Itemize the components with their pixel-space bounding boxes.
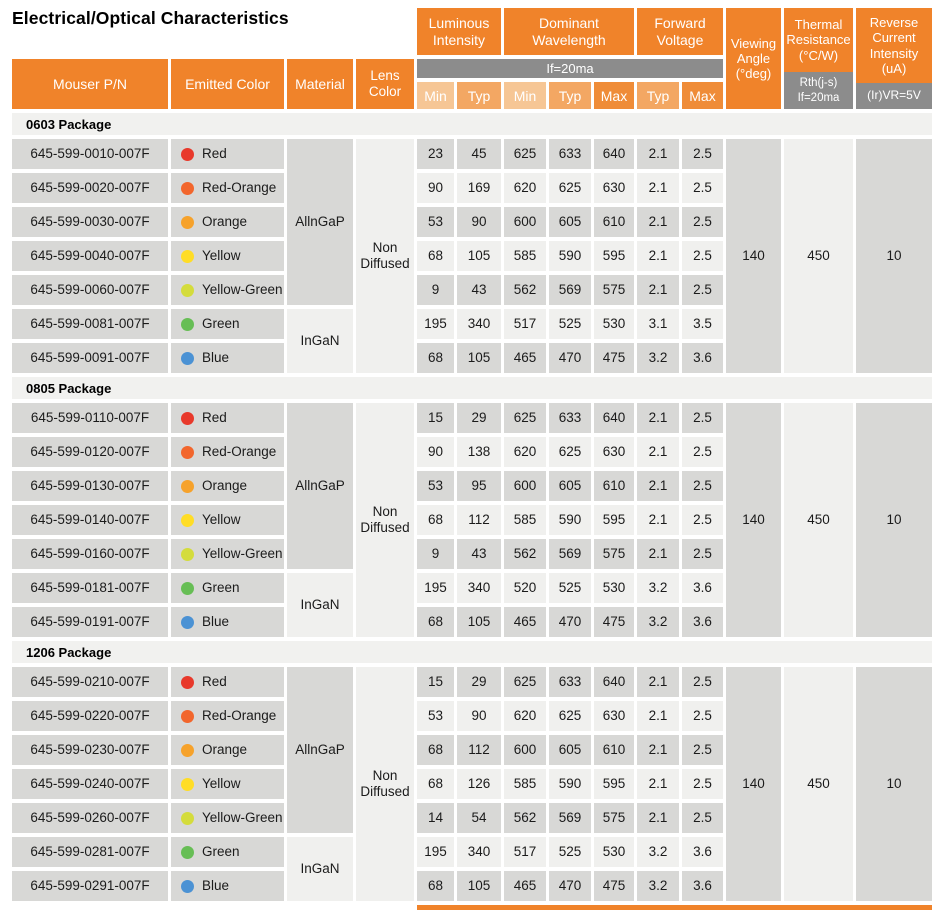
color-label: Yellow-Green xyxy=(202,281,283,297)
value-cell: 3.2 xyxy=(637,871,679,901)
color-label: Red-Orange xyxy=(202,707,277,723)
value-cell: 470 xyxy=(549,871,591,901)
material-cell: InGaN xyxy=(287,309,353,373)
emitted-color-cell xyxy=(171,207,284,237)
value-cell: 633 xyxy=(549,403,591,433)
value-cell: 2.1 xyxy=(637,701,679,731)
emitted-color-cell xyxy=(171,309,284,339)
value-cell: 2.1 xyxy=(637,471,679,501)
value-cell: 2.5 xyxy=(682,539,723,569)
value-cell: 53 xyxy=(417,471,454,501)
col-header-mouser-pn: Mouser P/N xyxy=(12,59,168,109)
emitted-color-cell xyxy=(171,471,284,501)
value-cell: 29 xyxy=(457,667,501,697)
emitted-color-cell xyxy=(171,343,284,373)
emitted-color-cell xyxy=(171,769,284,799)
value-cell: 90 xyxy=(457,207,501,237)
value-cell: 640 xyxy=(594,403,634,433)
part-number-cell: 645-599-0091-007F xyxy=(12,343,168,373)
value-cell: 29 xyxy=(457,403,501,433)
color-dot xyxy=(181,480,194,493)
condition-bar-if20ma: If=20ma xyxy=(417,59,723,78)
emitted-color-cell xyxy=(171,573,284,603)
value-cell: 68 xyxy=(417,769,454,799)
value-cell: 610 xyxy=(594,471,634,501)
value-cell: 525 xyxy=(549,309,591,339)
emitted-color-cell xyxy=(171,735,284,765)
lens-color-cell: Non Diffused xyxy=(356,667,414,901)
value-cell: 14 xyxy=(417,803,454,833)
value-cell: 15 xyxy=(417,667,454,697)
part-number-cell: 645-599-0160-007F xyxy=(12,539,168,569)
part-number-cell: 645-599-0110-007F xyxy=(12,403,168,433)
color-label: Red-Orange xyxy=(202,443,277,459)
value-cell: 2.5 xyxy=(682,701,723,731)
part-number-cell: 645-599-0291-007F xyxy=(12,871,168,901)
lens-color-cell: Non Diffused xyxy=(356,403,414,637)
value-cell: 562 xyxy=(504,803,546,833)
value-cell: 2.1 xyxy=(637,437,679,467)
value-cell: 2.1 xyxy=(637,207,679,237)
color-label: Yellow xyxy=(202,511,241,527)
value-cell: 53 xyxy=(417,207,454,237)
value-cell: 90 xyxy=(417,437,454,467)
color-label: Blue xyxy=(202,349,230,365)
value-cell: 169 xyxy=(457,173,501,203)
value-cell: 9 xyxy=(417,275,454,305)
part-number-cell: 645-599-0220-007F xyxy=(12,701,168,731)
color-dot xyxy=(181,182,194,195)
color-dot xyxy=(181,846,194,859)
value-cell: 2.1 xyxy=(637,803,679,833)
value-cell: 2.5 xyxy=(682,403,723,433)
value-cell: 530 xyxy=(594,573,634,603)
subcol-header-dw-typ: Typ xyxy=(549,82,591,109)
color-dot xyxy=(181,514,194,527)
value-cell: 575 xyxy=(594,803,634,833)
value-cell: 105 xyxy=(457,871,501,901)
color-label: Yellow-Green xyxy=(202,545,283,561)
value-cell: 68 xyxy=(417,505,454,535)
col-group-luminous-intensity: Luminous Intensity xyxy=(417,8,501,55)
value-cell: 2.1 xyxy=(637,539,679,569)
reverse-current-value: 10 xyxy=(856,403,932,637)
value-cell: 2.5 xyxy=(682,471,723,501)
value-cell: 620 xyxy=(504,437,546,467)
value-cell: 633 xyxy=(549,139,591,169)
material-cell: AllnGaP xyxy=(287,139,353,305)
color-dot xyxy=(181,582,194,595)
value-cell: 562 xyxy=(504,275,546,305)
col-header-material: Material xyxy=(287,59,353,109)
value-cell: 630 xyxy=(594,437,634,467)
color-dot xyxy=(181,284,194,297)
value-cell: 625 xyxy=(504,139,546,169)
value-cell: 3.6 xyxy=(682,837,723,867)
value-cell: 138 xyxy=(457,437,501,467)
value-cell: 3.1 xyxy=(637,309,679,339)
value-cell: 90 xyxy=(457,701,501,731)
part-number-cell: 645-599-0130-007F xyxy=(12,471,168,501)
emitted-color-cell xyxy=(171,241,284,271)
color-dot xyxy=(181,880,194,893)
color-label: Green xyxy=(202,843,240,859)
value-cell: 590 xyxy=(549,241,591,271)
color-dot xyxy=(181,216,194,229)
color-dot xyxy=(181,412,194,425)
value-cell: 600 xyxy=(504,471,546,501)
value-cell: 610 xyxy=(594,207,634,237)
value-cell: 585 xyxy=(504,241,546,271)
viewing-angle-value: 140 xyxy=(726,667,781,901)
value-cell: 15 xyxy=(417,403,454,433)
emitted-color-cell xyxy=(171,701,284,731)
part-number-cell: 645-599-0081-007F xyxy=(12,309,168,339)
value-cell: 595 xyxy=(594,769,634,799)
emitted-color-cell xyxy=(171,871,284,901)
col-header-viewing-angle: Viewing Angle (°deg) xyxy=(726,8,781,109)
emitted-color-cell xyxy=(171,803,284,833)
value-cell: 45 xyxy=(457,139,501,169)
value-cell: 2.5 xyxy=(682,667,723,697)
value-cell: 585 xyxy=(504,505,546,535)
value-cell: 2.5 xyxy=(682,275,723,305)
value-cell: 3.6 xyxy=(682,607,723,637)
material-cell: AllnGaP xyxy=(287,403,353,569)
col-header-reverse-current xyxy=(856,8,932,109)
part-number-cell: 645-599-0040-007F xyxy=(12,241,168,271)
color-dot xyxy=(181,710,194,723)
part-number-cell: 645-599-0260-007F xyxy=(12,803,168,833)
value-cell: 575 xyxy=(594,275,634,305)
color-label: Red xyxy=(202,145,227,161)
part-number-cell: 645-599-0140-007F xyxy=(12,505,168,535)
value-cell: 2.1 xyxy=(637,241,679,271)
color-label: Orange xyxy=(202,741,248,757)
value-cell: 625 xyxy=(549,701,591,731)
value-cell: 68 xyxy=(417,735,454,765)
value-cell: 68 xyxy=(417,343,454,373)
emitted-color-cell xyxy=(171,173,284,203)
value-cell: 569 xyxy=(549,539,591,569)
value-cell: 3.5 xyxy=(682,309,723,339)
viewing-angle-value: 140 xyxy=(726,139,781,373)
value-cell: 3.6 xyxy=(682,343,723,373)
value-cell: 112 xyxy=(457,735,501,765)
reverse-current-value: 10 xyxy=(856,139,932,373)
part-number-cell: 645-599-0191-007F xyxy=(12,607,168,637)
thermal-resistance-value: 450 xyxy=(784,403,853,637)
value-cell: 2.1 xyxy=(637,505,679,535)
value-cell: 90 xyxy=(417,173,454,203)
color-dot xyxy=(181,778,194,791)
color-dot xyxy=(181,616,194,629)
value-cell: 2.5 xyxy=(682,173,723,203)
viewing-angle-value: 140 xyxy=(726,403,781,637)
value-cell: 3.2 xyxy=(637,573,679,603)
value-cell: 517 xyxy=(504,837,546,867)
emitted-color-cell xyxy=(171,139,284,169)
value-cell: 3.2 xyxy=(637,607,679,637)
emitted-color-cell xyxy=(171,437,284,467)
color-dot xyxy=(181,548,194,561)
color-dot xyxy=(181,250,194,263)
part-number-cell: 645-599-0181-007F xyxy=(12,573,168,603)
value-cell: 600 xyxy=(504,735,546,765)
value-cell: 2.5 xyxy=(682,207,723,237)
spec-table xyxy=(12,8,932,910)
col-group-dominant-wavelength: Dominant Wavelength xyxy=(504,8,634,55)
value-cell: 465 xyxy=(504,607,546,637)
value-cell: 530 xyxy=(594,837,634,867)
package-band: 0603 Package xyxy=(12,113,932,135)
color-label: Blue xyxy=(202,613,230,629)
value-cell: 520 xyxy=(504,573,546,603)
thermal-resistance-label: Thermal Resistance (°C/W) xyxy=(784,8,853,72)
color-dot xyxy=(181,148,194,161)
material-cell: AllnGaP xyxy=(287,667,353,833)
value-cell: 625 xyxy=(504,403,546,433)
color-label: Red xyxy=(202,409,227,425)
value-cell: 620 xyxy=(504,173,546,203)
value-cell: 105 xyxy=(457,241,501,271)
value-cell: 569 xyxy=(549,803,591,833)
value-cell: 595 xyxy=(594,241,634,271)
color-label: Red xyxy=(202,673,227,689)
emitted-color-cell xyxy=(171,607,284,637)
value-cell: 562 xyxy=(504,539,546,569)
value-cell: 465 xyxy=(504,871,546,901)
subcol-header-fv-typ: Typ xyxy=(637,82,679,109)
subcol-header-dw-max: Max xyxy=(594,82,634,109)
value-cell: 340 xyxy=(457,573,501,603)
value-cell: 2.1 xyxy=(637,139,679,169)
value-cell: 23 xyxy=(417,139,454,169)
value-cell: 620 xyxy=(504,701,546,731)
value-cell: 2.5 xyxy=(682,769,723,799)
value-cell: 105 xyxy=(457,607,501,637)
value-cell: 2.1 xyxy=(637,275,679,305)
color-dot xyxy=(181,352,194,365)
value-cell: 470 xyxy=(549,343,591,373)
value-cell: 68 xyxy=(417,241,454,271)
material-cell: InGaN xyxy=(287,573,353,637)
value-cell: 525 xyxy=(549,573,591,603)
page-title: Electrical/Optical Characteristics xyxy=(12,8,289,28)
value-cell: 470 xyxy=(549,607,591,637)
part-number-cell: 645-599-0030-007F xyxy=(12,207,168,237)
subcol-header-li-typ: Typ xyxy=(457,82,501,109)
value-cell: 43 xyxy=(457,539,501,569)
part-number-cell: 645-599-0020-007F xyxy=(12,173,168,203)
value-cell: 575 xyxy=(594,539,634,569)
part-number-cell: 645-599-0210-007F xyxy=(12,667,168,697)
color-dot xyxy=(181,812,194,825)
color-label: Yellow xyxy=(202,775,241,791)
value-cell: 2.5 xyxy=(682,803,723,833)
value-cell: 2.1 xyxy=(637,769,679,799)
value-cell: 530 xyxy=(594,309,634,339)
thermal-resistance-value: 450 xyxy=(784,139,853,373)
value-cell: 2.1 xyxy=(637,667,679,697)
value-cell: 2.1 xyxy=(637,173,679,203)
part-number-cell: 645-599-0060-007F xyxy=(12,275,168,305)
value-cell: 525 xyxy=(549,837,591,867)
value-cell: 195 xyxy=(417,573,454,603)
emitted-color-cell xyxy=(171,275,284,305)
value-cell: 475 xyxy=(594,607,634,637)
value-cell: 590 xyxy=(549,769,591,799)
value-cell: 475 xyxy=(594,871,634,901)
subcol-header-li-min: Min xyxy=(417,82,454,109)
value-cell: 2.5 xyxy=(682,735,723,765)
value-cell: 126 xyxy=(457,769,501,799)
value-cell: 2.1 xyxy=(637,735,679,765)
reverse-current-value: 10 xyxy=(856,667,932,901)
value-cell: 465 xyxy=(504,343,546,373)
color-label: Red-Orange xyxy=(202,179,277,195)
color-label: Green xyxy=(202,579,240,595)
color-label: Yellow xyxy=(202,247,241,263)
value-cell: 3.2 xyxy=(637,837,679,867)
value-cell: 340 xyxy=(457,309,501,339)
value-cell: 595 xyxy=(594,505,634,535)
part-number-cell: 645-599-0281-007F xyxy=(12,837,168,867)
value-cell: 54 xyxy=(457,803,501,833)
lens-color-cell: Non Diffused xyxy=(356,139,414,373)
value-cell: 633 xyxy=(549,667,591,697)
reverse-current-label: Reverse Current Intensity (uA) xyxy=(856,8,932,83)
material-cell: InGaN xyxy=(287,837,353,901)
value-cell: 517 xyxy=(504,309,546,339)
value-cell: 340 xyxy=(457,837,501,867)
value-cell: 195 xyxy=(417,837,454,867)
value-cell: 640 xyxy=(594,667,634,697)
part-number-cell: 645-599-0010-007F xyxy=(12,139,168,169)
value-cell: 625 xyxy=(549,437,591,467)
col-group-forward-voltage: Forward Voltage xyxy=(637,8,723,55)
subcol-header-dw-min: Min xyxy=(504,82,546,109)
package-band: 1206 Package xyxy=(12,641,932,663)
value-cell: 605 xyxy=(549,735,591,765)
value-cell: 95 xyxy=(457,471,501,501)
color-label: Green xyxy=(202,315,240,331)
col-header-lens-color: Lens Color xyxy=(356,59,414,109)
emitted-color-cell xyxy=(171,667,284,697)
value-cell: 475 xyxy=(594,343,634,373)
color-label: Yellow-Green xyxy=(202,809,283,825)
value-cell: 3.6 xyxy=(682,573,723,603)
value-cell: 3.6 xyxy=(682,871,723,901)
value-cell: 68 xyxy=(417,871,454,901)
value-cell: 569 xyxy=(549,275,591,305)
value-cell: 112 xyxy=(457,505,501,535)
color-dot xyxy=(181,318,194,331)
color-label: Blue xyxy=(202,877,230,893)
value-cell: 195 xyxy=(417,309,454,339)
value-cell: 3.2 xyxy=(637,343,679,373)
value-cell: 2.5 xyxy=(682,139,723,169)
value-cell: 68 xyxy=(417,607,454,637)
value-cell: 2.5 xyxy=(682,505,723,535)
value-cell: 9 xyxy=(417,539,454,569)
col-header-thermal-resistance xyxy=(784,8,853,109)
part-number-cell: 645-599-0120-007F xyxy=(12,437,168,467)
thermal-resistance-condition: Rth(j-s) If=20ma xyxy=(784,72,853,109)
reverse-current-condition: (Ir)VR=5V xyxy=(856,83,932,109)
value-cell: 625 xyxy=(504,667,546,697)
part-number-cell: 645-599-0240-007F xyxy=(12,769,168,799)
value-cell: 105 xyxy=(457,343,501,373)
color-dot xyxy=(181,446,194,459)
value-cell: 2.1 xyxy=(637,403,679,433)
subcol-header-fv-max: Max xyxy=(682,82,723,109)
emitted-color-cell xyxy=(171,539,284,569)
color-dot xyxy=(181,744,194,757)
value-cell: 605 xyxy=(549,207,591,237)
value-cell: 605 xyxy=(549,471,591,501)
value-cell: 630 xyxy=(594,173,634,203)
value-cell: 53 xyxy=(417,701,454,731)
thermal-resistance-value: 450 xyxy=(784,667,853,901)
value-cell: 590 xyxy=(549,505,591,535)
emitted-color-cell xyxy=(171,505,284,535)
color-dot xyxy=(181,676,194,689)
color-label: Orange xyxy=(202,477,248,493)
value-cell: 2.5 xyxy=(682,241,723,271)
value-cell: 585 xyxy=(504,769,546,799)
col-header-emitted-color: Emitted Color xyxy=(171,59,284,109)
bottom-accent-bar xyxy=(417,905,932,910)
value-cell: 640 xyxy=(594,139,634,169)
value-cell: 625 xyxy=(549,173,591,203)
value-cell: 630 xyxy=(594,701,634,731)
emitted-color-cell xyxy=(171,837,284,867)
emitted-color-cell xyxy=(171,403,284,433)
color-label: Orange xyxy=(202,213,248,229)
value-cell: 600 xyxy=(504,207,546,237)
value-cell: 2.5 xyxy=(682,437,723,467)
package-band: 0805 Package xyxy=(12,377,932,399)
value-cell: 610 xyxy=(594,735,634,765)
value-cell: 43 xyxy=(457,275,501,305)
part-number-cell: 645-599-0230-007F xyxy=(12,735,168,765)
